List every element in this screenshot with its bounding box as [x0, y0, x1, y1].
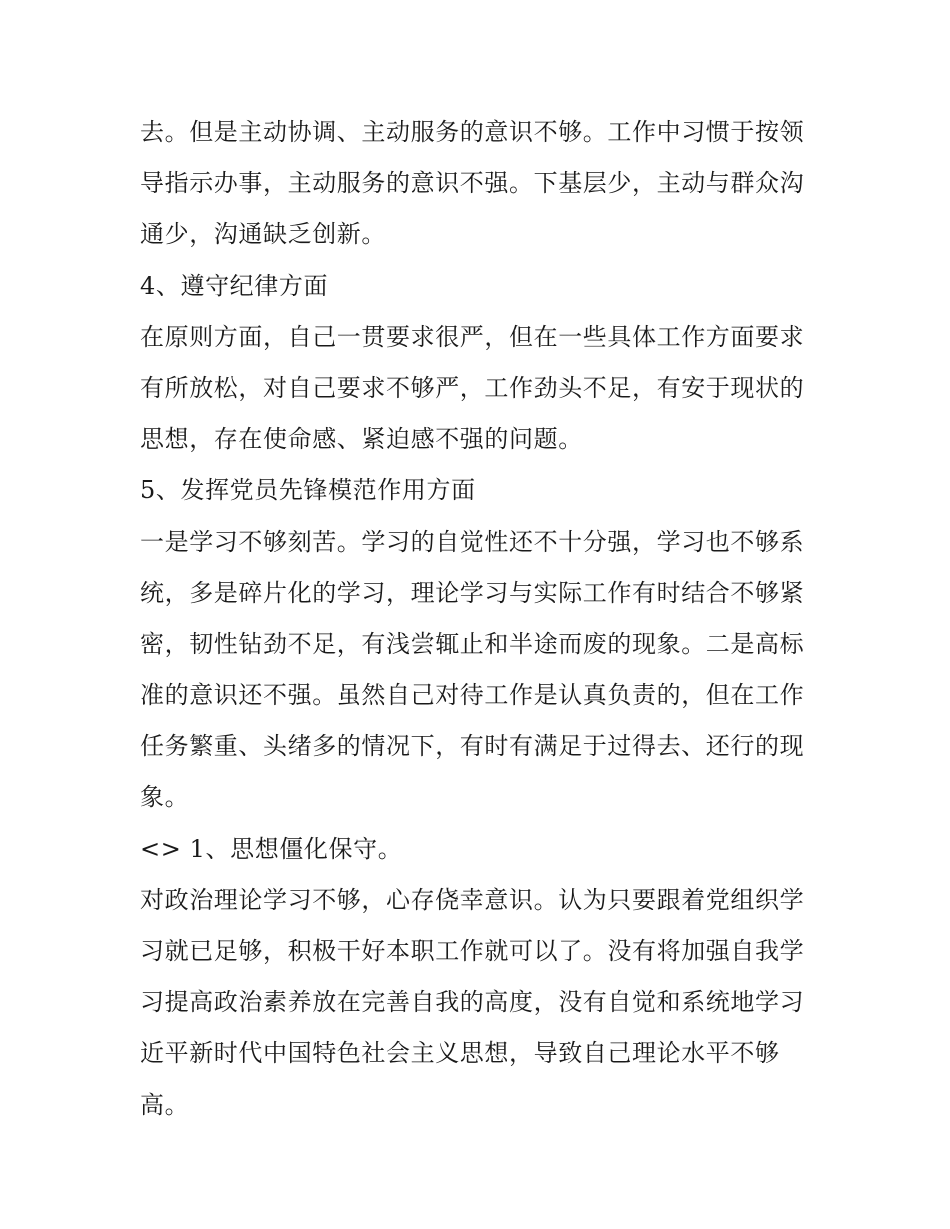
section-heading: 5、发挥党员先锋模范作用方面 — [140, 476, 476, 505]
section-heading: 4、遵守纪律方面 — [140, 271, 329, 300]
text-line: 准的意识还不强。虽然自己对待工作是认真负责的，但在工作 — [140, 681, 805, 710]
text-line: 对政治理论学习不够，心存侥幸意识。认为只要跟着党组织学 — [140, 885, 805, 914]
text-line: 通少，沟通缺乏创新。 — [140, 220, 386, 249]
text-line: 密，韧性钻劲不足，有浅尝辄止和半途而废的现象。二是高标 — [140, 629, 805, 658]
text-line: 近平新时代中国特色社会主义思想，导致自己理论水平不够 — [140, 1039, 780, 1068]
section-heading: <> 1、思想僵化保守。 — [140, 834, 403, 863]
text-line: 任务繁重、头绪多的情况下，有时有满足于过得去、还行的现 — [140, 732, 805, 761]
document-page — [140, 107, 812, 1131]
text-line: 去。但是主动协调、主动服务的意识不够。工作中习惯于按领 — [140, 118, 805, 146]
text-line: 有所放松，对自己要求不够严，工作劲头不足，有安于现状的 — [140, 373, 805, 402]
text-line: 统，多是碎片化的学习，理论学习与实际工作有时结合不够紧 — [140, 578, 805, 607]
text-line: 习就已足够，积极干好本职工作就可以了。没有将加强自我学 — [140, 937, 805, 965]
text-line: 思想，存在使命感、紧迫感不强的问题。 — [140, 425, 583, 454]
text-line: 高。 — [140, 1090, 190, 1119]
text-line: 习提高政治素养放在完善自我的高度，没有自觉和系统地学习 — [140, 988, 805, 1017]
text-line: 在原则方面，自己一贯要求很严，但在一些具体工作方面要求 — [140, 322, 805, 351]
text-line: 导指示办事，主动服务的意识不强。下基层少，主动与群众沟 — [140, 169, 805, 198]
text-line: 象。 — [140, 783, 190, 812]
text-line: 一是学习不够刻苦。学习的自觉性还不十分强，学习也不够系 — [140, 527, 805, 556]
